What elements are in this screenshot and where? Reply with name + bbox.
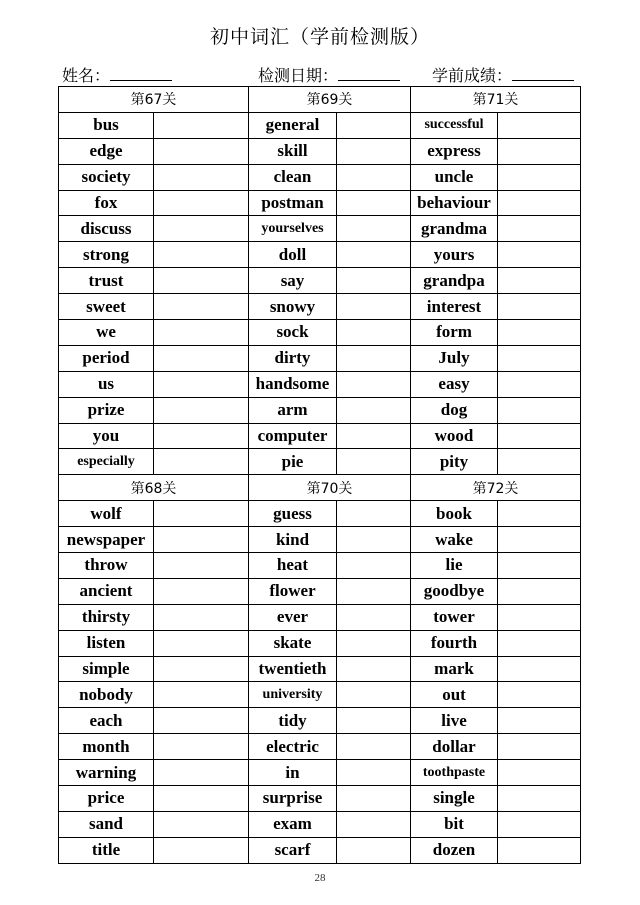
vocab-word: sock (249, 320, 337, 346)
answer-cell[interactable] (337, 397, 411, 423)
word-row (59, 604, 581, 630)
vocab-word: form (411, 320, 498, 346)
answer-cell[interactable] (154, 501, 249, 527)
vocab-word: newspaper (59, 527, 154, 553)
vocab-word: wake (411, 527, 498, 553)
answer-cell[interactable] (154, 294, 249, 320)
word-row (59, 242, 581, 268)
answer-cell[interactable] (154, 164, 249, 190)
vocab-word: uncle (411, 164, 498, 190)
answer-cell[interactable] (154, 527, 249, 553)
answer-cell[interactable] (337, 578, 411, 604)
word-row (59, 837, 581, 863)
vocab-word: successful (411, 112, 498, 138)
answer-cell[interactable] (154, 242, 249, 268)
word-row (59, 345, 581, 371)
level-header: 第72关 (411, 475, 581, 501)
answer-cell[interactable] (337, 553, 411, 579)
word-row (59, 371, 581, 397)
vocab-word: book (411, 501, 498, 527)
answer-cell[interactable] (154, 811, 249, 837)
vocab-word: goodbye (411, 578, 498, 604)
answer-cell[interactable] (154, 449, 249, 475)
answer-cell[interactable] (498, 216, 581, 242)
word-row (59, 656, 581, 682)
answer-cell[interactable] (498, 760, 581, 786)
date-label: 检测日期： (258, 66, 339, 85)
vocab-word: thirsty (59, 604, 154, 630)
answer-cell[interactable] (154, 320, 249, 346)
date-field (258, 63, 400, 86)
answer-cell[interactable] (154, 345, 249, 371)
word-row (59, 268, 581, 294)
answer-cell[interactable] (498, 242, 581, 268)
vocab-word: single (411, 786, 498, 812)
vocab-word: strong (59, 242, 154, 268)
word-row (59, 164, 581, 190)
vocab-word: guess (249, 501, 337, 527)
word-row (59, 397, 581, 423)
answer-cell[interactable] (337, 708, 411, 734)
vocab-word: postman (249, 190, 337, 216)
answer-cell[interactable] (154, 216, 249, 242)
answer-cell[interactable] (154, 397, 249, 423)
name-label: 姓名： (62, 66, 111, 85)
answer-cell[interactable] (337, 656, 411, 682)
vocab-word: wood (411, 423, 498, 449)
vocab-word: lie (411, 553, 498, 579)
vocab-word: discuss (59, 216, 154, 242)
answer-cell[interactable] (154, 268, 249, 294)
answer-cell[interactable] (337, 216, 411, 242)
vocab-word: pity (411, 449, 498, 475)
answer-cell[interactable] (498, 604, 581, 630)
answer-cell[interactable] (498, 294, 581, 320)
vocab-word: out (411, 682, 498, 708)
vocab-word: sweet (59, 294, 154, 320)
word-row (59, 811, 581, 837)
vocab-word: period (59, 345, 154, 371)
vocab-word: we (59, 320, 154, 346)
vocab-word: surprise (249, 786, 337, 812)
answer-cell[interactable] (498, 268, 581, 294)
page-title: 初中词汇（学前检测版） (209, 26, 430, 48)
word-row (59, 527, 581, 553)
vocab-word: snowy (249, 294, 337, 320)
vocab-word: twentieth (249, 656, 337, 682)
answer-cell[interactable] (337, 501, 411, 527)
answer-cell[interactable] (337, 164, 411, 190)
vocab-word: computer (249, 423, 337, 449)
answer-cell[interactable] (498, 682, 581, 708)
vocab-word: live (411, 708, 498, 734)
vocab-word: simple (59, 656, 154, 682)
answer-cell[interactable] (154, 112, 249, 138)
answer-cell[interactable] (154, 371, 249, 397)
vocab-word: fourth (411, 630, 498, 656)
answer-cell[interactable] (154, 190, 249, 216)
answer-cell[interactable] (154, 656, 249, 682)
vocab-word: tidy (249, 708, 337, 734)
answer-cell[interactable] (498, 630, 581, 656)
vocab-word: society (59, 164, 154, 190)
vocab-word: general (249, 112, 337, 138)
answer-cell[interactable] (498, 397, 581, 423)
vocab-word: price (59, 786, 154, 812)
word-row (59, 630, 581, 656)
answer-cell[interactable] (154, 553, 249, 579)
vocab-word: grandpa (411, 268, 498, 294)
answer-cell[interactable] (498, 320, 581, 346)
word-row (59, 682, 581, 708)
answer-cell[interactable] (498, 112, 581, 138)
vocab-word: July (411, 345, 498, 371)
level-header: 第70关 (249, 475, 411, 501)
answer-cell[interactable] (337, 268, 411, 294)
answer-cell[interactable] (498, 371, 581, 397)
answer-cell[interactable] (498, 345, 581, 371)
vocab-word: say (249, 268, 337, 294)
vocab-word: dozen (411, 837, 498, 863)
vocab-word: dollar (411, 734, 498, 760)
answer-cell[interactable] (498, 423, 581, 449)
answer-cell[interactable] (498, 837, 581, 863)
answer-cell[interactable] (337, 604, 411, 630)
page-number: 28 (314, 872, 326, 884)
answer-cell[interactable] (337, 734, 411, 760)
word-row (59, 578, 581, 604)
name-field (62, 63, 172, 86)
answer-cell[interactable] (337, 811, 411, 837)
vocab-word: skate (249, 630, 337, 656)
word-row (59, 760, 581, 786)
vocab-word: electric (249, 734, 337, 760)
vocab-word: nobody (59, 682, 154, 708)
vocab-word: flower (249, 578, 337, 604)
vocab-word: arm (249, 397, 337, 423)
vocab-word: kind (249, 527, 337, 553)
answer-cell[interactable] (498, 734, 581, 760)
vocab-word: pie (249, 449, 337, 475)
answer-cell[interactable] (337, 112, 411, 138)
word-row (59, 553, 581, 579)
vocab-word: mark (411, 656, 498, 682)
vocab-word: clean (249, 164, 337, 190)
answer-cell[interactable] (154, 708, 249, 734)
answer-cell[interactable] (498, 656, 581, 682)
answer-cell[interactable] (154, 604, 249, 630)
vocab-word: trust (59, 268, 154, 294)
answer-cell[interactable] (337, 423, 411, 449)
answer-cell[interactable] (337, 294, 411, 320)
answer-cell[interactable] (154, 630, 249, 656)
vocab-word: handsome (249, 371, 337, 397)
vocab-word: you (59, 423, 154, 449)
answer-cell[interactable] (154, 734, 249, 760)
answer-cell[interactable] (337, 371, 411, 397)
vocab-word: wolf (59, 501, 154, 527)
vocab-word: ever (249, 604, 337, 630)
level-header: 第69关 (249, 87, 411, 113)
word-row (59, 216, 581, 242)
vocab-word: title (59, 837, 154, 863)
answer-cell[interactable] (154, 423, 249, 449)
vocab-word: scarf (249, 837, 337, 863)
answer-cell[interactable] (498, 811, 581, 837)
vocab-word: behaviour (411, 190, 498, 216)
vocab-word: each (59, 708, 154, 734)
vocab-word: skill (249, 138, 337, 164)
answer-cell[interactable] (337, 190, 411, 216)
answer-cell[interactable] (154, 837, 249, 863)
vocab-word: prize (59, 397, 154, 423)
answer-cell[interactable] (154, 786, 249, 812)
word-row (59, 449, 581, 475)
vocab-word: us (59, 371, 154, 397)
answer-cell[interactable] (498, 553, 581, 579)
vocab-word: yours (411, 242, 498, 268)
vocab-word: yourselves (249, 216, 337, 242)
vocab-word: heat (249, 553, 337, 579)
answer-cell[interactable] (337, 760, 411, 786)
answer-cell[interactable] (337, 345, 411, 371)
vocab-word: doll (249, 242, 337, 268)
vocab-word: easy (411, 371, 498, 397)
word-row (59, 190, 581, 216)
vocab-word: grandma (411, 216, 498, 242)
vocab-word: bus (59, 112, 154, 138)
answer-cell[interactable] (154, 760, 249, 786)
vocab-word: express (411, 138, 498, 164)
vocab-word: toothpaste (411, 760, 498, 786)
answer-cell[interactable] (498, 138, 581, 164)
score-blank[interactable] (512, 66, 574, 81)
word-row (59, 138, 581, 164)
word-row (59, 734, 581, 760)
answer-cell[interactable] (337, 682, 411, 708)
name-blank[interactable] (110, 66, 172, 81)
vocab-word: dirty (249, 345, 337, 371)
score-label: 学前成绩： (432, 66, 513, 85)
vocab-word: sand (59, 811, 154, 837)
answer-cell[interactable] (337, 138, 411, 164)
level-header: 第68关 (59, 475, 249, 501)
word-row (59, 708, 581, 734)
word-row (59, 501, 581, 527)
answer-cell[interactable] (498, 527, 581, 553)
date-blank[interactable] (338, 66, 400, 81)
word-row (59, 786, 581, 812)
vocab-word: exam (249, 811, 337, 837)
vocab-word: edge (59, 138, 154, 164)
vocab-word: bit (411, 811, 498, 837)
answer-cell[interactable] (498, 501, 581, 527)
level-header-row (59, 87, 581, 113)
answer-cell[interactable] (498, 708, 581, 734)
answer-cell[interactable] (337, 449, 411, 475)
vocab-word: in (249, 760, 337, 786)
vocab-word: listen (59, 630, 154, 656)
level-header: 第71关 (411, 87, 581, 113)
vocab-word: ancient (59, 578, 154, 604)
word-row (59, 423, 581, 449)
vocab-word: throw (59, 553, 154, 579)
vocab-word: fox (59, 190, 154, 216)
word-row (59, 112, 581, 138)
answer-cell[interactable] (498, 190, 581, 216)
vocab-word: month (59, 734, 154, 760)
vocab-word: tower (411, 604, 498, 630)
vocabulary-table (58, 86, 581, 864)
answer-cell[interactable] (337, 837, 411, 863)
answer-cell[interactable] (498, 786, 581, 812)
answer-cell[interactable] (498, 578, 581, 604)
answer-cell[interactable] (337, 527, 411, 553)
vocab-word: especially (59, 449, 154, 475)
answer-cell[interactable] (154, 578, 249, 604)
level-header-row (59, 475, 581, 501)
level-header: 第67关 (59, 87, 249, 113)
answer-cell[interactable] (498, 449, 581, 475)
vocab-word: dog (411, 397, 498, 423)
answer-cell[interactable] (337, 320, 411, 346)
word-row (59, 294, 581, 320)
vocab-word: warning (59, 760, 154, 786)
vocab-word: university (249, 682, 337, 708)
answer-cell[interactable] (337, 630, 411, 656)
vocab-word: interest (411, 294, 498, 320)
answer-cell[interactable] (337, 786, 411, 812)
word-row (59, 320, 581, 346)
answer-cell[interactable] (154, 682, 249, 708)
answer-cell[interactable] (337, 242, 411, 268)
answer-cell[interactable] (498, 164, 581, 190)
score-field (432, 63, 574, 86)
answer-cell[interactable] (154, 138, 249, 164)
